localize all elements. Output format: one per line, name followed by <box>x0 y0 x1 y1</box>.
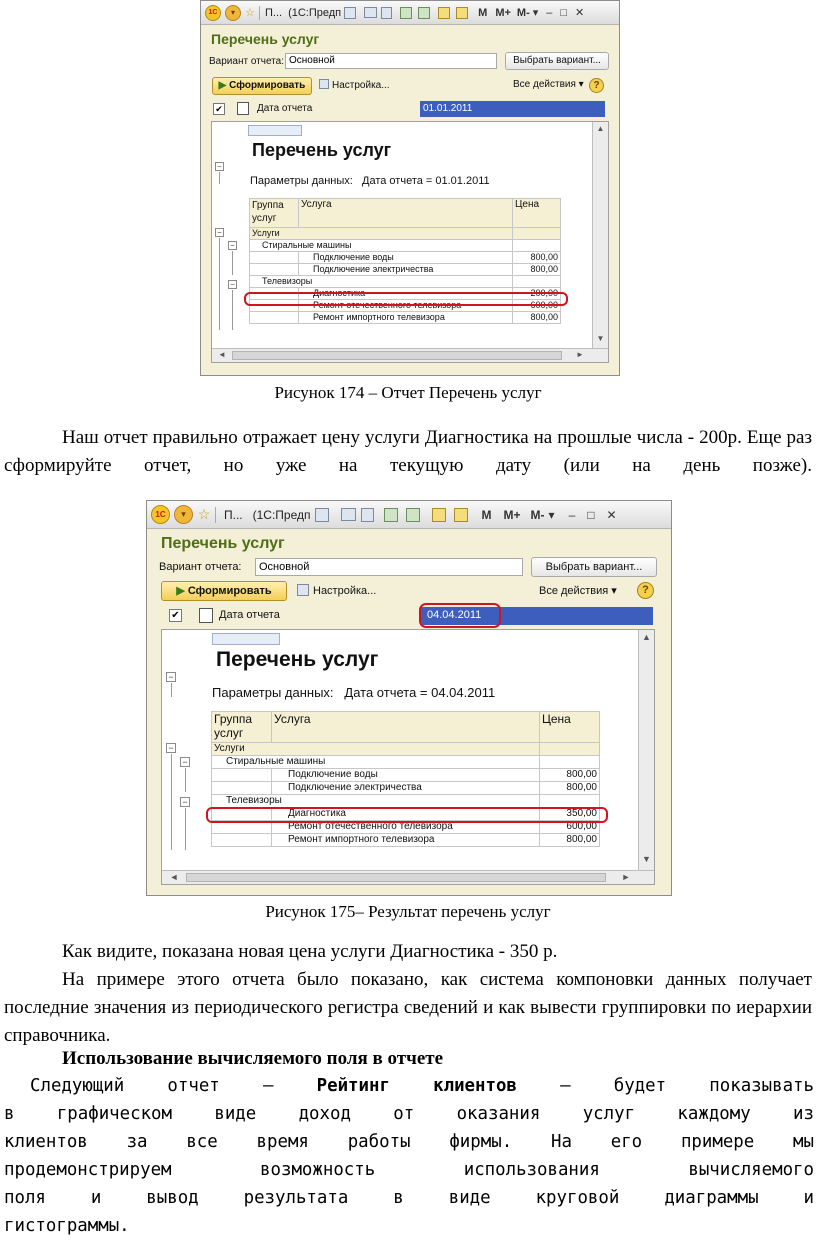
paragraph-3: На примере этого отчета было показано, как система компоновки данных получает последние значения из периодического регистра сведений и как вывести группировки по иерархии справочника. <box>4 969 812 1046</box>
scroll-right-arrow[interactable]: ► <box>576 350 584 359</box>
play-icon: ▶ <box>218 80 227 91</box>
help-button[interactable]: ? <box>589 78 604 93</box>
scroll-up-arrow[interactable]: ▲ <box>642 632 651 642</box>
table-row: Подключение электричества 800,00 <box>250 264 561 276</box>
window-title-app: (1С:Предп <box>288 6 342 19</box>
highlight-diagnostics-row <box>206 807 608 823</box>
report-area <box>161 629 655 885</box>
chevron-down-icon[interactable]: ▾ <box>532 7 539 19</box>
chevron-down-icon[interactable]: ▾ <box>548 507 555 522</box>
settings-button[interactable]: Настройка... <box>297 584 376 597</box>
paragraph-1: Наш отчет правильно отражает цену услуги Диагностика на прошлые числа - 200р. Еще раз сформируйте отчет, но уже на текущую дату (или на день позже). <box>4 427 812 476</box>
table-row: Стиральные машины <box>212 756 600 769</box>
scroll-right-arrow[interactable]: ► <box>621 872 631 882</box>
report-table <box>211 711 600 847</box>
minimize-button[interactable]: – <box>568 507 576 522</box>
navigation-menu-icon[interactable]: ▾ <box>174 505 193 524</box>
favorites-star-icon[interactable]: ☆ <box>245 7 255 19</box>
horizontal-scrollbar[interactable] <box>212 348 608 362</box>
play-icon: ▶ <box>176 585 185 597</box>
highlight-date-value <box>419 603 501 628</box>
header-service: Услуга <box>272 712 540 743</box>
figure-175-caption: Рисунок 175– Результат перечень услуг <box>265 902 551 921</box>
mono-line-6: гистограммы. <box>4 1216 130 1236</box>
1c-logo-icon[interactable]: 1C <box>151 505 170 524</box>
table-row: Диагностика 350,00 <box>212 808 600 821</box>
scroll-down-arrow[interactable]: ▼ <box>596 334 605 343</box>
form-title: Перечень услуг <box>161 535 285 552</box>
variant-input[interactable]: Основной <box>285 53 497 69</box>
table-row: Диагностика 200,00 <box>250 288 561 300</box>
memory-m-minus-button[interactable]: M- <box>530 507 545 522</box>
print-icon[interactable] <box>364 7 377 18</box>
calendar-param-icon <box>237 102 249 115</box>
preview-icon[interactable] <box>361 508 374 522</box>
window-title-app: (1С:Предп <box>252 507 311 522</box>
scroll-down-arrow[interactable]: ▼ <box>642 854 651 864</box>
scroll-up-arrow[interactable]: ▲ <box>596 124 605 133</box>
collapse-header-icon[interactable]: − <box>166 672 176 682</box>
memory-m-plus-button[interactable]: M+ <box>503 507 521 522</box>
highlight-diagnostics-row <box>244 292 568 306</box>
variant-label: Вариант отчета: <box>159 561 242 573</box>
memory-m-plus-button[interactable]: M+ <box>495 6 511 19</box>
save-icon[interactable] <box>315 508 329 522</box>
maximize-button[interactable]: □ <box>587 507 595 522</box>
window-title-short: П... <box>224 507 243 522</box>
favorites-star-icon[interactable]: ☆ <box>197 506 211 522</box>
maximize-button[interactable]: □ <box>560 6 568 19</box>
vertical-scrollbar[interactable] <box>638 630 654 870</box>
save-icon[interactable] <box>344 7 356 19</box>
collapse-header-icon[interactable]: − <box>215 162 224 171</box>
memory-m-button[interactable]: M <box>481 507 492 522</box>
add-favorite-icon[interactable] <box>384 508 398 522</box>
calendar-icon[interactable] <box>456 7 468 19</box>
date-param-label: Дата отчета <box>257 103 313 114</box>
horizontal-scroll-thumb[interactable] <box>232 351 562 360</box>
preview-icon[interactable] <box>381 7 392 19</box>
horizontal-scroll-thumb[interactable] <box>186 873 606 882</box>
generate-button[interactable]: ▶ Сформировать <box>161 581 287 601</box>
figure-174-caption: Рисунок 174 – Отчет Перечень услуг <box>274 383 542 402</box>
1c-logo-icon[interactable]: 1C <box>205 5 221 21</box>
collapse-services-icon[interactable]: − <box>166 743 176 753</box>
date-param-value: 01.01.2011 <box>423 103 473 114</box>
window-titlebar <box>147 501 671 529</box>
variant-input[interactable]: Основной <box>255 558 523 576</box>
table-row: Ремонт отечественного телевизора 600,00 <box>212 821 600 834</box>
table-row: Подключение воды 800,00 <box>212 769 600 782</box>
report-area <box>211 121 609 363</box>
table-row: Телевизоры <box>212 795 600 808</box>
navigation-menu-icon[interactable]: ▾ <box>225 5 241 21</box>
vertical-scrollbar[interactable] <box>592 122 608 348</box>
section-heading: Использование вычисляемого поля в отчете <box>62 1048 444 1069</box>
close-button[interactable]: ✕ <box>606 507 617 522</box>
minimize-button[interactable]: – <box>546 6 553 19</box>
header-service: Услуга <box>299 199 513 228</box>
all-actions-menu[interactable]: Все действия ▾ <box>513 79 584 90</box>
form-title: Перечень услуг <box>211 31 320 47</box>
table-row: Ремонт импортного телевизора 800,00 <box>250 312 561 324</box>
table-row: Стиральные машины <box>250 240 561 252</box>
memory-m-minus-button[interactable]: M- <box>516 6 530 19</box>
window-titlebar <box>201 1 619 25</box>
paragraph-2: Как видите, показана новая цена услуги Диагностика - 350 р. <box>62 941 558 962</box>
choose-variant-button[interactable]: Выбрать вариант... <box>505 52 609 70</box>
report-title: Перечень услуг <box>216 648 379 671</box>
choose-variant-button[interactable]: Выбрать вариант... <box>531 557 657 577</box>
generate-button[interactable]: ▶ Сформировать <box>212 77 312 95</box>
settings-icon <box>319 79 329 89</box>
calculator-icon[interactable] <box>438 7 450 19</box>
table-row: Телевизоры <box>250 276 561 288</box>
report-window-2 <box>146 500 672 896</box>
header-price: Цена <box>513 199 561 228</box>
memory-m-button[interactable]: M <box>478 6 488 19</box>
scroll-left-arrow[interactable]: ◄ <box>218 350 226 359</box>
calculator-icon[interactable] <box>432 508 446 522</box>
report-title: Перечень услуг <box>252 140 392 160</box>
report-params: Параметры данных: Дата отчета = 01.01.2011 <box>250 175 490 187</box>
mono-line-3: клиентов за все время работы фирмы. На его примере мы <box>4 1132 814 1152</box>
date-param-checkbox[interactable]: ✔ <box>169 609 182 622</box>
table-row: Услуги <box>212 743 600 756</box>
header-price: Цена <box>540 712 600 743</box>
collapse-tvs-icon[interactable]: − <box>228 280 237 289</box>
print-icon[interactable] <box>341 508 356 521</box>
calendar-param-icon <box>199 608 213 623</box>
collapse-washers-icon[interactable]: − <box>180 757 190 767</box>
mono-line-5: поля и вывод результата в виде круговой диаграммы и <box>4 1188 814 1208</box>
table-header-row <box>250 199 561 228</box>
monospace-paragraph <box>4 1072 814 1240</box>
link-icon[interactable] <box>406 508 420 522</box>
table-row: Подключение воды 800,00 <box>250 252 561 264</box>
report-tab-selector <box>248 125 302 136</box>
report-tab-selector <box>212 633 280 645</box>
header-group: Группа услуг <box>250 199 299 228</box>
collapse-washers-icon[interactable]: − <box>228 241 237 250</box>
close-button[interactable]: ✕ <box>575 7 585 19</box>
table-row: Услуги <box>250 228 561 240</box>
settings-icon <box>297 584 309 596</box>
header-group: Группа услуг <box>212 712 272 743</box>
table-row: Ремонт импортного телевизора 800,00 <box>212 834 600 847</box>
variant-label: Вариант отчета: <box>209 56 284 67</box>
date-param-label: Дата отчета <box>219 609 280 621</box>
date-param-value: 04.04.2011 <box>427 609 482 621</box>
mono-line-2: в графическом виде доход от оказания услуг каждому из <box>4 1104 814 1124</box>
mono-line-1: Следующий отчет – Рейтинг клиентов – будет показывать <box>30 1076 814 1096</box>
window-title-short: П... <box>265 6 283 19</box>
add-favorite-icon[interactable] <box>400 7 412 19</box>
collapse-tvs-icon[interactable]: − <box>180 797 190 807</box>
collapse-services-icon[interactable]: − <box>215 228 224 237</box>
link-icon[interactable] <box>418 7 430 19</box>
report-window-1 <box>200 0 620 376</box>
table-header-row <box>212 712 600 743</box>
report-params: Параметры данных: Дата отчета = 04.04.2011 <box>212 685 496 700</box>
all-actions-menu[interactable]: Все действия ▾ <box>539 585 617 597</box>
scroll-left-arrow[interactable]: ◄ <box>169 872 179 882</box>
settings-button[interactable]: Настройка... <box>319 79 390 91</box>
mono-line-4: продемонстрируем возможность использования вычисляемого <box>4 1160 814 1180</box>
calendar-icon[interactable] <box>454 508 468 522</box>
date-param-checkbox[interactable]: ✔ <box>213 103 225 115</box>
table-row: Подключение электричества 800,00 <box>212 782 600 795</box>
help-button[interactable]: ? <box>637 582 654 599</box>
horizontal-scrollbar[interactable] <box>162 870 654 884</box>
table-row: Ремонт отечественного телевизора 600,00 <box>250 300 561 312</box>
